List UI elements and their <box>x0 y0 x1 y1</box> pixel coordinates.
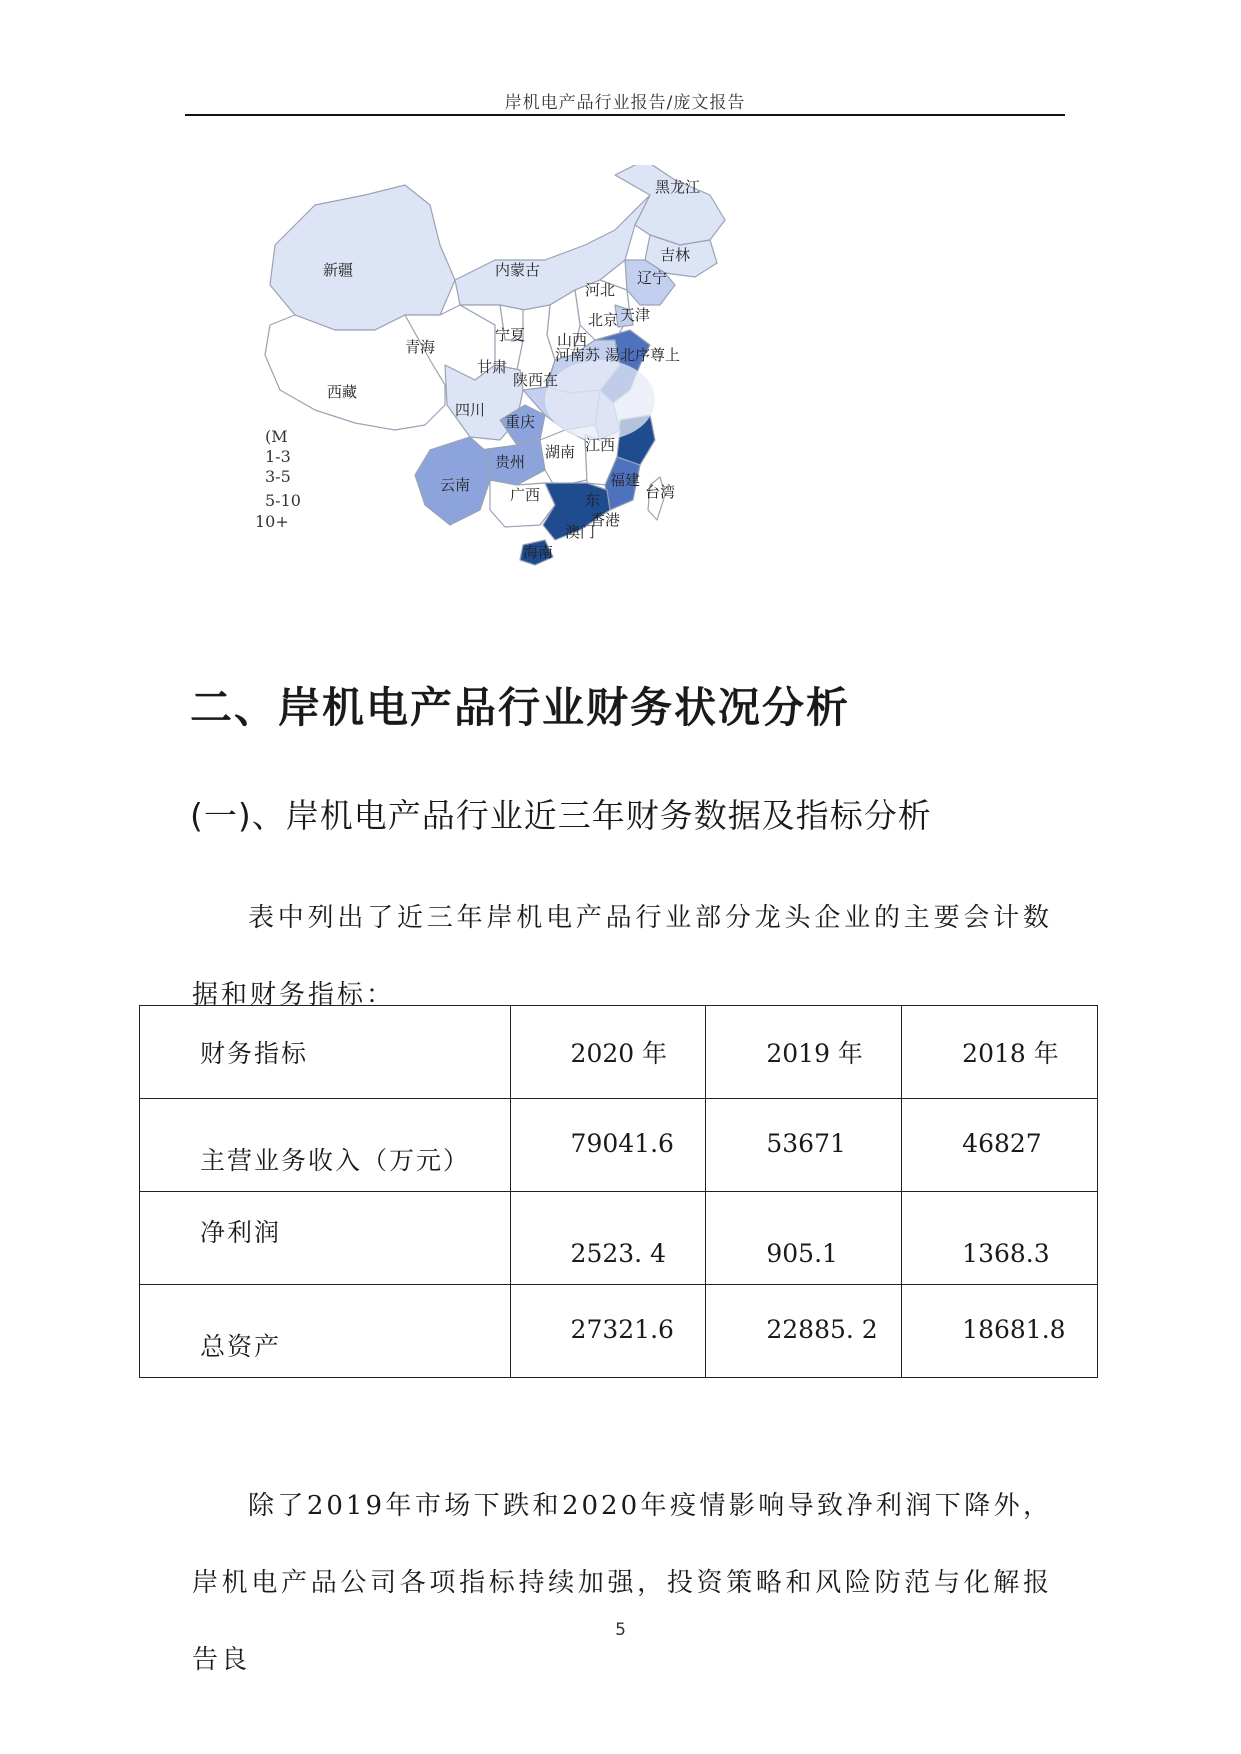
cell-2019: 53671 <box>706 1099 902 1192</box>
header-cell-2018: 2018 年 <box>902 1006 1098 1099</box>
label-gansu: 甘肃 <box>477 358 508 376</box>
label-xinjiang: 新疆 <box>323 261 354 279</box>
label-beijing: 北京 <box>588 311 619 329</box>
label-henan-jiangsu: 河南苏 <box>555 346 601 364</box>
china-province-map <box>255 165 885 630</box>
label-chongqing: 重庆 <box>505 413 536 431</box>
label-guizhou: 贵州 <box>495 453 526 471</box>
label-xianggang: 香港 <box>590 511 621 529</box>
label-heilongjiang: 黑龙江 <box>655 178 701 196</box>
label-yunnan: 云南 <box>440 476 471 494</box>
cell-2019: 22885. 2 <box>706 1285 902 1378</box>
label-guangxi: 广西 <box>510 486 541 504</box>
province-xinjiang <box>270 185 455 330</box>
label-jilin: 吉林 <box>660 246 691 264</box>
table-row <box>140 1192 1098 1285</box>
label-ningxia: 宁夏 <box>495 326 526 344</box>
row-label: 总资产 <box>140 1285 511 1378</box>
row-label: 主营业务收入（万元） <box>140 1099 511 1192</box>
header-cell-2019: 2019 年 <box>706 1006 902 1099</box>
label-qinghai: 青海 <box>405 338 436 356</box>
section-title: 二、岸机电产品行业财务状况分析 <box>190 683 851 732</box>
row-label: 净利润 <box>140 1192 511 1285</box>
conclusion-paragraph: 除了2019年市场下跌和2020年疫情影响导致净利润下降外，岸机电产品公司各项指标持续加强，投资策略和风险防范与化解报告良 <box>192 1491 1052 1675</box>
cell-2018: 46827 <box>902 1099 1098 1192</box>
table-row <box>140 1285 1098 1378</box>
label-shanxi: 山西 <box>557 331 588 349</box>
cell-2020: 2523. 4 <box>510 1192 706 1285</box>
label-sichuan: 四川 <box>455 401 486 419</box>
intro-paragraph: 表中列出了近三年岸机电产品行业部分龙头企业的主要会计数据和财务指标： <box>192 903 1052 1010</box>
label-liaoning: 辽宁 <box>637 269 668 287</box>
label-hainan: 海南 <box>523 543 554 561</box>
cell-2020: 79041.6 <box>510 1099 706 1192</box>
label-fujian: 福建 <box>610 471 641 489</box>
map-legend <box>255 427 301 531</box>
label-neimenggu: 内蒙古 <box>495 261 541 279</box>
blurred-region <box>545 360 655 440</box>
header-cell-2020: 2020 年 <box>510 1006 706 1099</box>
cell-2018: 18681.8 <box>902 1285 1098 1378</box>
section-subtitle: (一)、岸机电产品行业近三年财务数据及指标分析 <box>190 796 932 835</box>
label-hebei: 河北 <box>585 281 616 299</box>
label-aomen: 澳门 <box>565 523 596 541</box>
legend-item-1: 1-3 <box>265 447 291 466</box>
cell-2018: 1368.3 <box>902 1192 1098 1285</box>
label-guangdong: 东 <box>585 491 601 509</box>
cell-2020: 27321.6 <box>510 1285 706 1378</box>
header-cell-label: 财务指标 <box>140 1006 511 1099</box>
label-tianjin: 天津 <box>620 306 651 324</box>
label-shaanxi: 陕西在 <box>513 371 559 389</box>
page-header: 岸机电产品行业报告/庞文报告 <box>504 93 746 113</box>
financial-table <box>139 1005 1098 1378</box>
table-row <box>140 1099 1098 1192</box>
label-hunan: 湖南 <box>545 443 576 461</box>
header-rule <box>185 114 1065 116</box>
page-number: 5 <box>615 1620 626 1640</box>
table-header-row <box>140 1006 1098 1099</box>
label-taiwan: 台湾 <box>645 483 676 501</box>
legend-item-4: 10+ <box>255 512 289 531</box>
legend-title: (M <box>265 427 288 446</box>
legend-item-3: 5-10 <box>265 491 301 510</box>
label-jiangxi: 江西 <box>585 436 616 454</box>
cell-2019: 905.1 <box>706 1192 902 1285</box>
label-xizang: 西藏 <box>327 383 358 401</box>
legend-item-2: 3-5 <box>265 467 291 486</box>
map-svg <box>255 165 885 630</box>
label-shanghai-area: 湯北序尊上 <box>605 346 681 364</box>
